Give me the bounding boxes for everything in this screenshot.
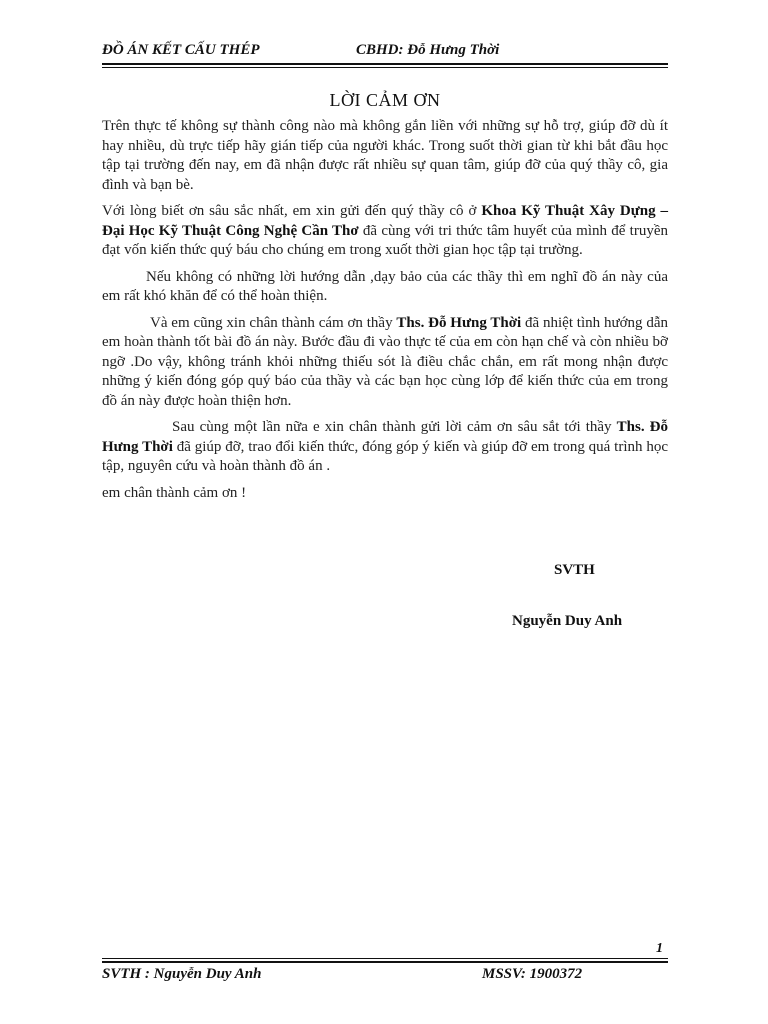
header-supervisor: CBHD: Đỗ Hưng Thời [356,42,500,58]
footer-student: SVTH : Nguyễn Duy Anh [102,966,262,982]
footer-rule-thick [102,961,668,963]
header-rule-thin [102,67,668,68]
footer-student-id: MSSV: 1900372 [482,966,583,982]
signature-name: Nguyễn Duy Anh [512,613,623,629]
acknowledgement-body [102,117,668,510]
supervisor-name-2: Ths. Đỗ Hưng Thời [102,419,668,455]
header-project-title: ĐỒ ÁN KẾT CẤU THÉP [102,42,260,58]
supervisor-name: Ths. Đỗ Hưng Thời [396,314,522,331]
paragraph-3: Nếu không có những lời hướng dẫn ,dạy bảo của các thầy thì em nghĩ đồ án này của em rất khó khăn để có thể hoàn thiện. [102,268,668,304]
header-rule-thick [102,63,668,65]
paragraph-5-part-c: đã giúp đỡ, trao đổi kiến thức, đóng góp ý kiến và giúp đỡ em trong quá trình học tập, nguyên cứu và hoàn thành đồ án . [102,438,669,474]
signature-role: SVTH [554,562,595,578]
paragraph-1: Trên thực tế không sự thành công nào mà không gắn liền với những sự hỗ trợ, giúp đỡ dù ít hay nhiều, dù trực tiếp hãy gián tiếp của người khác. Trong suốt thời gian từ khi bắt đầu học tập tại trường đến nay, em đã nhận được rất nhiều sự quan tâm, giúp đỡ của quý thầy cô, gia đình và bạn bè. [102,118,668,193]
footer-rule-thin [102,958,668,959]
paragraph-2-part-a: Với lòng biết ơn sâu sắc nhất, em xin gửi đến quý thầy cô ở [102,203,482,219]
paragraph-4-part-c: đã nhiệt tình hướng dẫn em hoàn thành tốt bài đồ án này. Bước đầu đi vào thực tế của em còn hạn chế và còn nhiều bỡ ngỡ .Do vậy, không tránh khỏi những thiếu sót là điều chắc chắn, em rất mong nhận được những ý kiến đóng góp quý báo của thầy và các bạn học cùng lớp để kiến thức của em trong đồ án này được hoàn thiện hơn. [102,314,669,409]
page-title: LỜI CẢM ƠN [329,90,441,110]
paragraph-2-part-c: đã cùng với tri thức tâm huyết của mình để truyền đạt vốn kiến thức quý báu cho chúng em trong xuốt thời gian học tập tại trường. [102,222,668,258]
paragraph-6: em chân thành cảm ơn ! [102,484,247,501]
paragraph-4-part-a: Và em cũng xin chân thành cám ơn thầy [150,314,397,331]
faculty-name: Khoa Kỹ Thuật Xây Dựng – Đại Học Kỹ Thuật Công Nghệ Cần Thơ [102,203,668,239]
page-header [102,40,668,64]
page-number: 1 [656,941,663,956]
paragraph-5-part-a: Sau cùng một lần nữa e xin chân thành gửi lời cảm ơn sâu sắt tới thầy [172,419,617,435]
paragraph-5 [102,418,668,477]
paragraph-2 [102,202,668,261]
paragraph-4 [102,314,668,412]
